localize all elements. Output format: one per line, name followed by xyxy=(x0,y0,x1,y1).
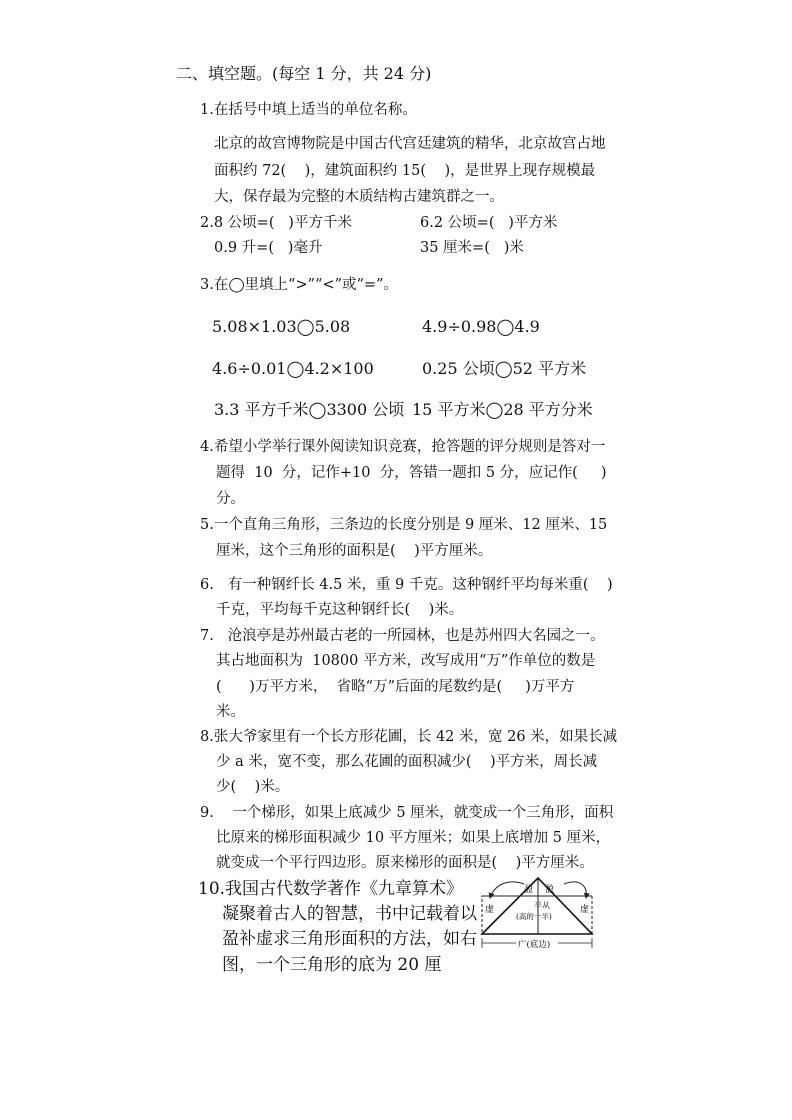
q6-line-2: 千克，平均每千克这种钢纤长( )米。 xyxy=(216,602,464,618)
q7-line-1: 7. 沧浪亭是苏州最古老的一所园林，也是苏州四大名园之一。 xyxy=(200,628,605,644)
xu-label-right: 虚 xyxy=(580,905,590,915)
q8-line-1: 8.张大爷家里有一个长方形花圃，长 42 米，宽 26 米，如果长减 xyxy=(200,729,618,745)
q2-item-3: 0.9 升=( )毫升 xyxy=(214,240,323,256)
q1-title: 1.在括号中填上适当的单位名称。 xyxy=(200,102,417,118)
q10-line-2: 凝聚着古人的智慧，书中记载着以 xyxy=(222,904,477,924)
q10-line-1: 10.我国古代数学著作《九章算术》 xyxy=(198,879,464,899)
q2-item-2: 6.2 公顷=( )平方米 xyxy=(420,215,558,231)
q3-item-4: 0.25 公顷◯52 平方米 xyxy=(422,359,587,378)
q3-item-6: 15 平方米◯28 平方分米 xyxy=(412,400,593,419)
q3-title: 3.在◯里填上“>”“<”或“=”。 xyxy=(200,277,398,293)
xu-label-left: 虚 xyxy=(485,905,495,915)
q10-line-4: 图，一个三角形的底为 20 厘 xyxy=(222,955,442,975)
q1-line-3: 大，保存最为完整的木质结构古建筑群之一。 xyxy=(214,189,504,205)
q3-item-2: 4.9÷0.98◯4.9 xyxy=(422,317,540,336)
q8-line-2: 少 a 米，宽不变，那么花圃的面积减少( )平方米，周长减 xyxy=(216,754,598,770)
q5-line-2: 厘米，这个三角形的面积是( )平方厘米。 xyxy=(216,543,493,559)
base-label: 广(底边) xyxy=(518,940,551,950)
q7-line-4: 米。 xyxy=(216,704,245,720)
q9-line-1: 9. 一个梯形，如果上底减少 5 厘米，就变成一个三角形，面积 xyxy=(200,805,614,821)
q1-line-1: 北京的故宫博物院是中国古代宫廷建筑的精华，北京故宫占地 xyxy=(214,136,606,152)
q7-line-2: 其占地面积为 10800 平方米，改写成用“万”作单位的数是 xyxy=(216,653,596,669)
ying-label-left: 盈 xyxy=(524,885,534,895)
ying-label-right: 盈 xyxy=(545,885,555,895)
half-height-note: (高的一半) xyxy=(516,912,552,921)
q3-item-3: 4.6÷0.01◯4.2×100 xyxy=(212,359,374,378)
q4-line-3: 分。 xyxy=(216,491,245,507)
q1-line-2: 面积约 72( )，建筑面积约 15( )，是世界上现存规模最 xyxy=(214,163,596,179)
section-title: 二、填空题。(每空 1 分，共 24 分) xyxy=(176,64,432,83)
q3-item-1: 5.08×1.03◯5.08 xyxy=(212,317,351,336)
q9-line-3: 就变成一个平行四边形。原来梯形的面积是( )平方厘米。 xyxy=(216,855,594,871)
q7-line-3: ( )万平方米， 省略“万”后面的尾数约是( )万平方 xyxy=(216,679,575,695)
triangle-figure xyxy=(476,872,600,954)
q8-line-3: 少( )米。 xyxy=(216,779,290,795)
q3-item-5: 3.3 平方千米◯3300 公顷 xyxy=(214,400,405,419)
q4-line-1: 4.希望小学举行课外阅读知识竞赛，抢答题的评分规则是答对一 xyxy=(200,439,606,455)
half-height-label: 半从 xyxy=(534,901,550,910)
q5-line-1: 5.一个直角三角形，三条边的长度分别是 9 厘米、12 厘米、15 xyxy=(200,517,608,533)
q4-line-2: 题得 10 分，记作+10 分，答错一题扣 5 分，应记作( ) xyxy=(216,465,607,481)
q6-line-1: 6. 有一种钢纤长 4.5 米，重 9 千克。这种钢纤平均每米重( ) xyxy=(200,577,613,593)
q2-item-1: 2.8 公顷=( )平方千米 xyxy=(200,215,352,231)
q10-line-3: 盈补虚求三角形面积的方法，如右 xyxy=(222,929,477,949)
q9-line-2: 比原来的梯形面积减少 10 平方厘米；如果上底增加 5 厘米， xyxy=(216,830,611,846)
q2-item-4: 35 厘米=( )米 xyxy=(420,240,524,256)
